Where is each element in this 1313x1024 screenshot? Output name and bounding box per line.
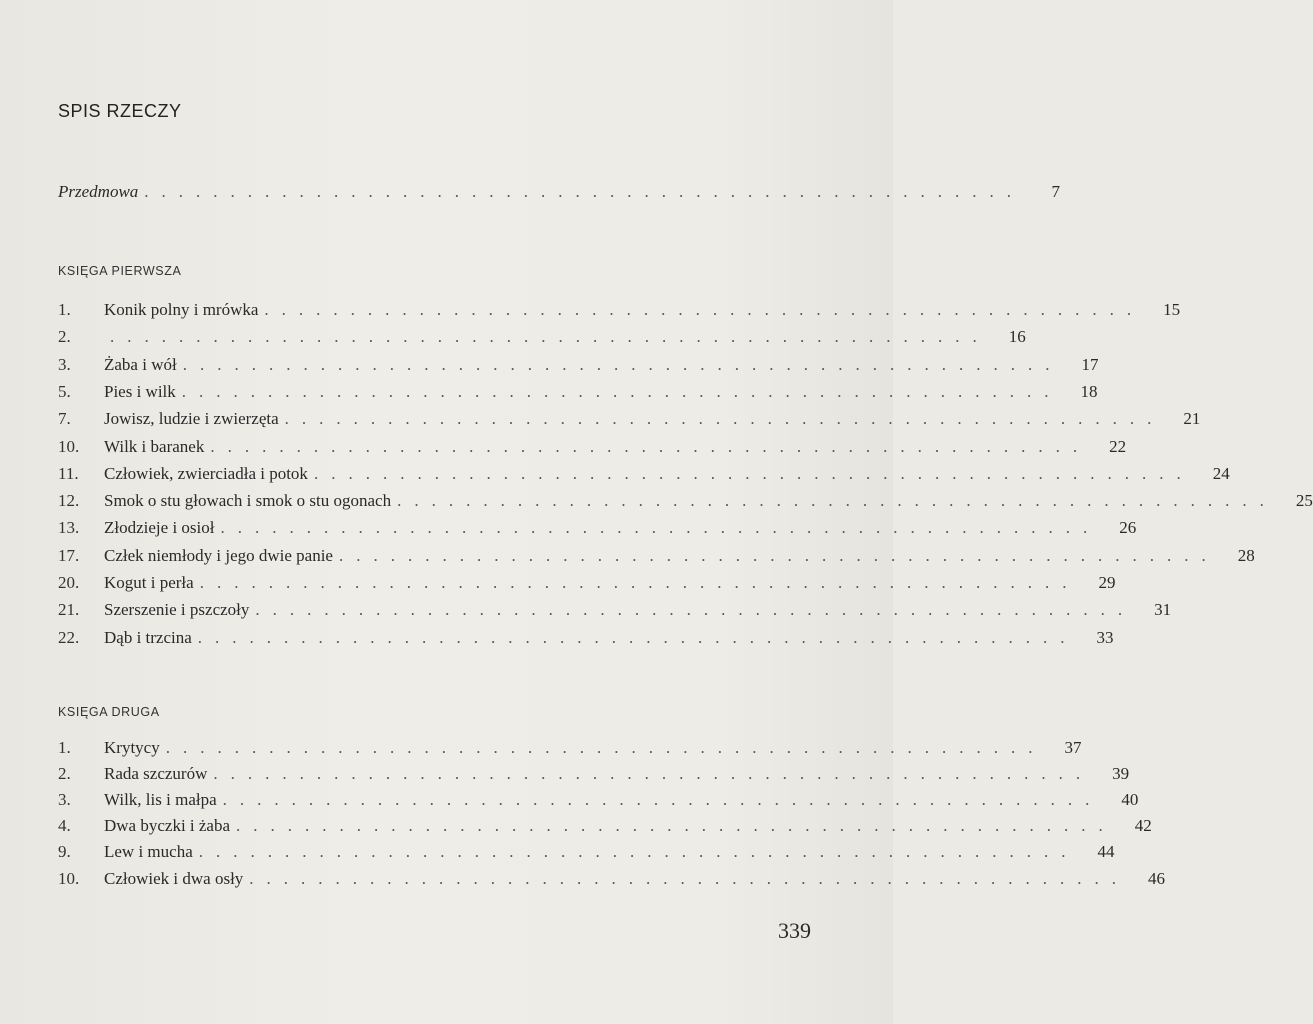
page-title: SPIS RZECZY xyxy=(58,101,182,121)
entry-number: 21. xyxy=(58,600,80,620)
toc-entry xyxy=(58,489,1313,513)
entry-page: 25 xyxy=(1295,491,1313,511)
entry-page: 16 xyxy=(1008,327,1026,347)
entry-page: 31 xyxy=(1154,600,1172,620)
entry-page: 44 xyxy=(1097,842,1115,862)
entry-label: Pies i wilk xyxy=(104,381,176,401)
toc-entry xyxy=(58,298,1181,322)
leader-dots: ................................................... xyxy=(397,491,1277,511)
entry-number: 11. xyxy=(58,463,79,483)
toc-entry xyxy=(58,762,1130,786)
entry-page: 40 xyxy=(1121,790,1139,810)
entry-page: 15 xyxy=(1163,300,1181,319)
leader-dots: ................................................... xyxy=(198,842,1079,862)
leader-dots: ................................................... xyxy=(110,327,990,347)
entry-page: 33 xyxy=(1096,627,1114,647)
entry-label: Przedmowa xyxy=(58,182,139,201)
entry-page: 42 xyxy=(1134,816,1152,836)
entry-label: Krytycy xyxy=(104,738,160,757)
leader-dots: ................................................... xyxy=(255,600,1136,620)
entry-page: 21 xyxy=(1183,409,1201,429)
entry-label: Kogut i perła xyxy=(104,573,194,592)
entry-label: Człek niemłody i jego dwie panie xyxy=(104,545,333,565)
toc-entry xyxy=(58,325,1026,349)
entry-label: Człowiek i dwa osły xyxy=(104,868,244,888)
toc-entry xyxy=(58,516,1137,540)
entry-number: 20. xyxy=(58,573,80,592)
entry-number: 4. xyxy=(58,816,71,836)
toc-entry xyxy=(58,435,1127,459)
entry-number: 10. xyxy=(58,436,80,456)
entry-label: Rada szczurów xyxy=(104,764,208,784)
leader-dots: ................................................... xyxy=(338,545,1219,565)
toc-entry xyxy=(58,814,1152,838)
entry-label: Smok o stu głowach i smok o stu ogonach xyxy=(104,491,392,511)
entry-label: Jowisz, ludzie i zwierzęta xyxy=(104,409,279,429)
toc-entry xyxy=(58,626,1114,650)
entry-number: 17. xyxy=(58,545,80,565)
entry-page: 39 xyxy=(1112,764,1130,784)
entry-page: 37 xyxy=(1064,738,1082,757)
leader-dots: ................................................... xyxy=(199,573,1080,592)
leader-dots: ................................................... xyxy=(182,354,1063,374)
toc-entry xyxy=(58,544,1255,568)
entry-number: 10. xyxy=(58,868,80,888)
toc-entry xyxy=(58,462,1230,486)
toc-entry xyxy=(58,353,1099,377)
entry-number: 7. xyxy=(58,409,71,429)
entry-number: 13. xyxy=(58,518,80,538)
leader-dots: ................................................... xyxy=(264,300,1145,319)
section-heading-book1: KSIĘGA PIERWSZA xyxy=(58,264,182,278)
page-number: 339 xyxy=(778,918,811,943)
toc-entry xyxy=(58,380,1098,404)
entry-label: Wilk, lis i małpa xyxy=(104,790,217,810)
toc-entry xyxy=(58,788,1139,812)
entry-number: 2. xyxy=(58,327,71,347)
entry-page: 29 xyxy=(1098,573,1116,592)
toc-entry xyxy=(58,571,1116,595)
toc-entry xyxy=(58,840,1115,864)
entry-number: 1. xyxy=(58,738,71,757)
leader-dots: ................................................... xyxy=(165,738,1046,757)
entry-label: Złodzieje i osioł xyxy=(104,518,215,538)
toc-entry xyxy=(58,867,1166,891)
entry-label: Lew i mucha xyxy=(104,842,193,862)
leader-dots: ................................................... xyxy=(197,627,1078,647)
toc-entry xyxy=(58,736,1082,760)
entry-label: Dąb i trzcina xyxy=(104,627,192,647)
entry-page: 22 xyxy=(1109,436,1127,456)
toc-entry xyxy=(58,598,1172,622)
entry-label: Żaba i wół xyxy=(104,354,177,374)
leader-dots: ................................................... xyxy=(222,790,1103,810)
entry-number: 5. xyxy=(58,381,71,401)
entry-page: 24 xyxy=(1212,463,1230,483)
entry-number: 2. xyxy=(58,764,71,784)
leader-dots: ................................................... xyxy=(220,518,1101,538)
entry-number: 3. xyxy=(58,354,71,374)
toc-entry xyxy=(58,407,1201,431)
entry-page: 18 xyxy=(1080,381,1098,401)
entry-number: 1. xyxy=(58,300,71,319)
entry-label: Konik polny i mrówka xyxy=(104,300,259,319)
entry-number: 3. xyxy=(58,790,71,810)
leader-dots: ................................................... xyxy=(313,463,1194,483)
leader-dots: ................................................... xyxy=(144,182,1025,201)
entry-page: 46 xyxy=(1148,868,1166,888)
entry-label: Dwa byczki i żaba xyxy=(104,816,231,836)
entry-page: 7 xyxy=(1051,182,1061,201)
toc-entry-preface xyxy=(58,180,1061,204)
leader-dots: ................................................... xyxy=(210,436,1091,456)
leader-dots: ................................................... xyxy=(213,764,1094,784)
entry-page: 26 xyxy=(1119,518,1137,538)
leader-dots: ................................................... xyxy=(181,381,1062,401)
entry-page: 17 xyxy=(1081,354,1099,374)
entry-label: Człowiek, zwierciadła i potok xyxy=(104,463,308,483)
entry-label: Szerszenie i pszczoły xyxy=(104,600,250,620)
leader-dots: ................................................... xyxy=(249,868,1130,888)
entry-label: Wilk i baranek xyxy=(104,436,205,456)
leader-dots: ................................................... xyxy=(236,816,1116,836)
section-heading-book2: KSIĘGA DRUGA xyxy=(58,705,160,719)
entry-number: 9. xyxy=(58,842,71,862)
entry-number: 12. xyxy=(58,491,80,511)
entry-page: 28 xyxy=(1237,545,1255,565)
entry-number: 22. xyxy=(58,627,80,647)
leader-dots: ................................................... xyxy=(284,409,1165,429)
